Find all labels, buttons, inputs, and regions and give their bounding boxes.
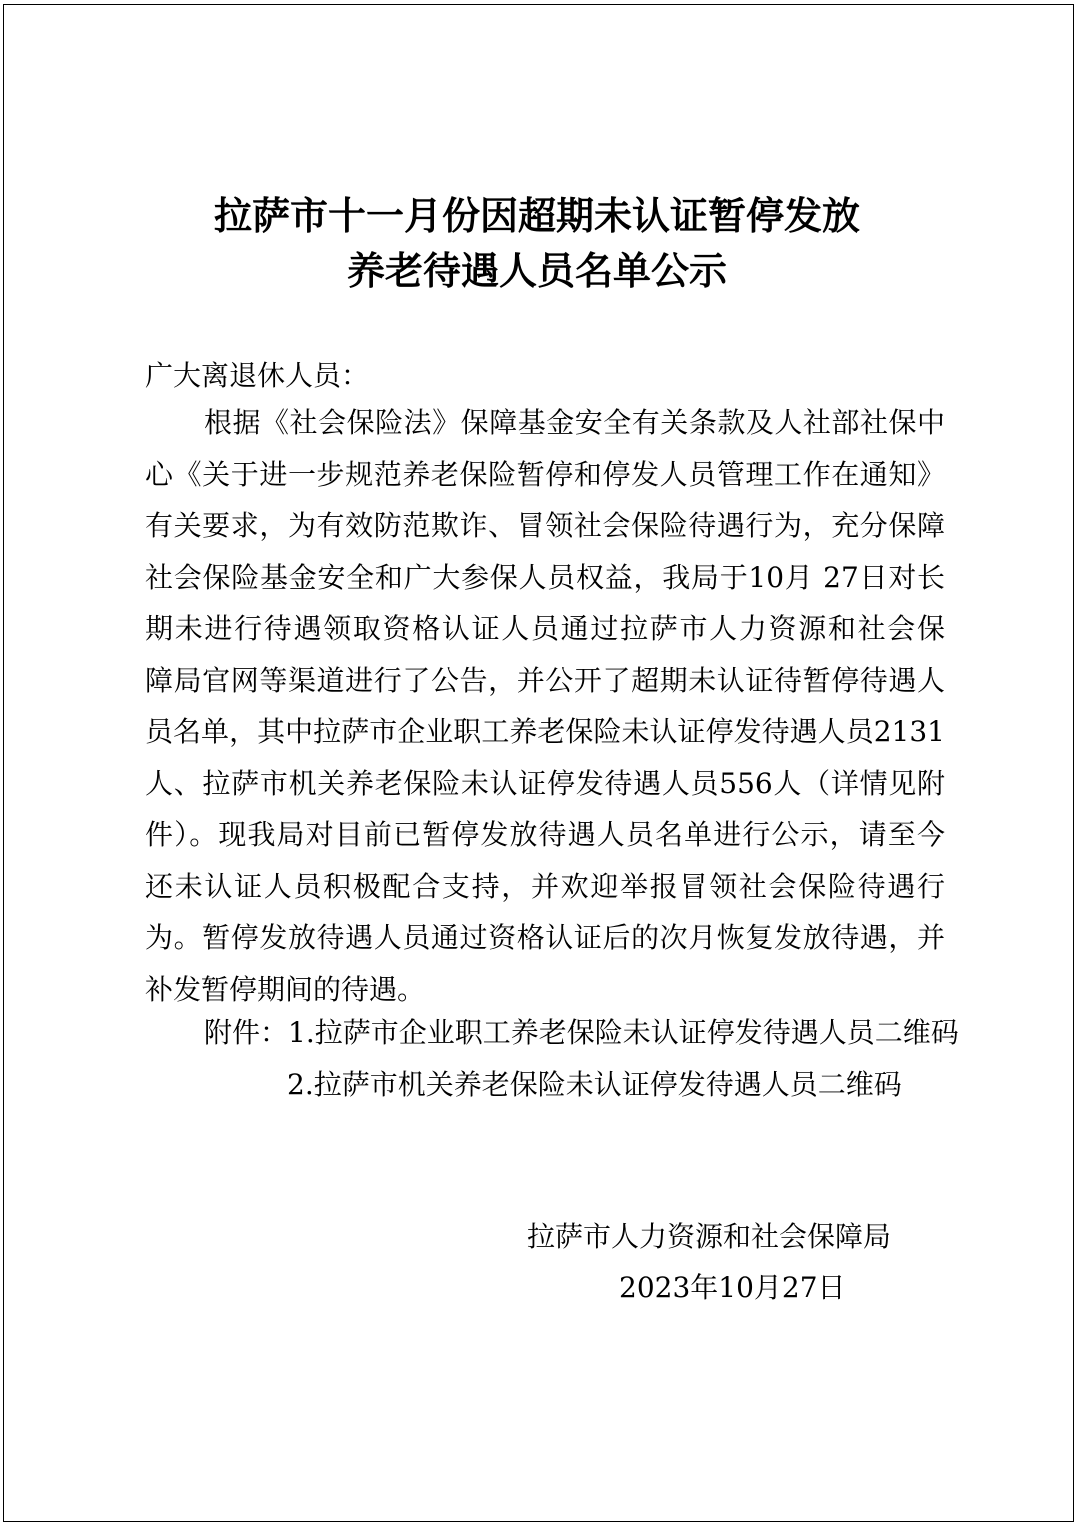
signing-date: 2023年10月27日: [619, 1271, 846, 1304]
paragraph-line: 障局官网等渠道进行了公告，并公开了超期未认证待暂停待遇人: [145, 663, 945, 697]
paragraph-line: 员名单，其中拉萨市企业职工养老保险未认证停发待遇人员2131: [145, 715, 945, 748]
attachment-item-1: 附件：1.拉萨市企业职工养老保险未认证停发待遇人员二维码: [204, 1016, 959, 1049]
document-title-line-2: 养老待遇人员名单公示: [346, 248, 727, 293]
paragraph-line: 还未认证人员积极配合支持，并欢迎举报冒领社会保险待遇行: [145, 869, 945, 903]
paragraph-line: 心《关于进一步规范养老保险暂停和停发人员管理工作在通知》: [145, 457, 945, 491]
paragraph-line: 为。暂停发放待遇人员通过资格认证后的次月恢复发放待遇，并: [145, 921, 945, 954]
signing-organization: 拉萨市人力资源和社会保障局: [527, 1220, 892, 1253]
paragraph-line: 有关要求，为有效防范欺诈、冒领社会保险待遇行为，充分保障: [145, 509, 945, 542]
paragraph-line: 根据《社会保险法》保障基金安全有关条款及人社部社保中: [204, 406, 945, 439]
paragraph-line: 件）。现我局对目前已暂停发放待遇人员名单进行公示，请至今: [145, 818, 945, 851]
salutation: 广大离退休人员：: [145, 359, 370, 392]
main-paragraph: [145, 406, 945, 1027]
paragraph-line: 人、拉萨市机关养老保险未认证停发待遇人员556人（详情见附: [145, 766, 945, 800]
attachment-item-2: 2.拉萨市机关养老保险未认证停发待遇人员二维码: [287, 1068, 902, 1101]
paragraph-line: 期未进行待遇领取资格认证人员通过拉萨市人力资源和社会保: [145, 612, 945, 645]
paragraph-line: 补发暂停期间的待遇。: [145, 972, 426, 1006]
paragraph-line: 社会保险基金安全和广大参保人员权益，我局于10月 27日对长: [145, 560, 945, 594]
document-title-line-1: 拉萨市十一月份因超期未认证暂停发放: [213, 193, 860, 238]
